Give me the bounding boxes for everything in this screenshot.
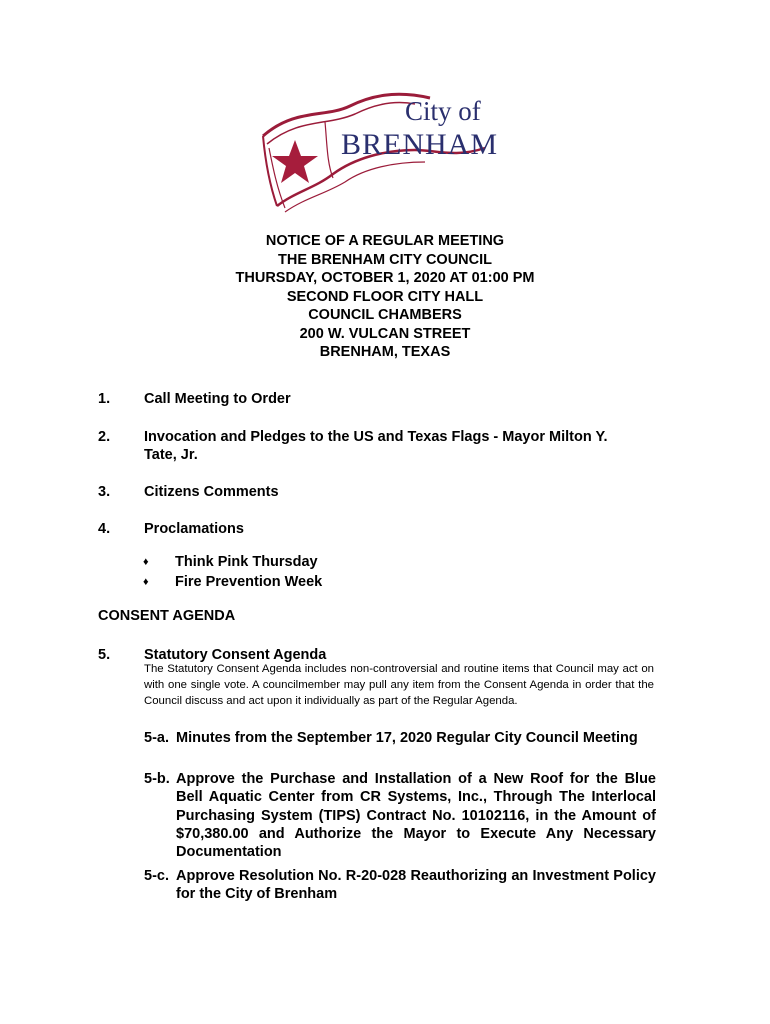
item-text: Citizens Comments (144, 484, 279, 500)
header-line: THURSDAY, OCTOBER 1, 2020 AT 01:00 PM (235, 270, 535, 286)
item-text: Invocation and Pledges to the US and Texas Flags - Mayor Milton Y. Tate, Jr. (144, 429, 608, 463)
item-text: Call Meeting to Order (144, 391, 291, 407)
subitem-text: Minutes from the September 17, 2020 Regular City Council Meeting (176, 730, 638, 746)
subitem-label: 5-b. (144, 771, 170, 787)
item-number: 2. (98, 429, 111, 445)
meeting-notice-header (0, 232, 770, 362)
logo-brenham: BRENHAM (341, 128, 499, 161)
header-line: COUNCIL CHAMBERS (308, 307, 462, 323)
subitem-text: Approve Resolution No. R-20-028 Reauthorizing an Investment Policy for the City of Brenham (176, 868, 656, 903)
logo-city-of: City of (405, 96, 481, 126)
proclamation-text: Fire Prevention Week (175, 574, 323, 590)
header-line: THE BRENHAM CITY COUNCIL (277, 251, 492, 268)
subitem-label: 5-a. (144, 730, 169, 746)
consent-agenda-heading: CONSENT AGENDA (98, 608, 236, 624)
header-line: 200 W. VULCAN STREET (299, 325, 471, 342)
item-text: Statutory Consent Agenda (144, 647, 327, 663)
header-line: SECOND FLOOR CITY HALL (286, 288, 484, 305)
list-item (0, 574, 770, 594)
header-line: BRENHAM, TEXAS (319, 344, 451, 360)
subitem (144, 867, 656, 904)
diamond-bullet-icon: ♦ (143, 556, 149, 568)
item-number: 1. (98, 391, 111, 407)
subitem (144, 729, 656, 747)
item-number: 4. (98, 521, 111, 537)
subitem-text: Approve the Purchase and Installation of a New Roof for the Blue Bell Aquatic Center from CR Systems, Inc., Through The Interlocal Purchasing System (TIPS) Contract No. 10102116, in the Amount of $70,380.00 and Authorize the Mayor to Execute Any Necessary Documentation (176, 771, 656, 861)
proclamation-text: Think Pink Thursday (175, 554, 318, 570)
subitem (144, 770, 656, 861)
header-line: NOTICE OF A REGULAR MEETING (265, 233, 505, 249)
city-logo (255, 88, 499, 218)
star-icon (272, 140, 318, 183)
consent-description: The Statutory Consent Agenda includes non-controversial and routine items that Council may act on with one single vote. A councilmember may pull any item from the Consent Agenda in order that the Council discuss and act upon it individually as part of the Regular Agenda. (144, 663, 654, 707)
diamond-bullet-icon: ♦ (143, 576, 149, 588)
subitem-label: 5-c. (144, 868, 169, 884)
item-number: 3. (98, 484, 111, 500)
item-text: Proclamations (144, 521, 244, 537)
item-number: 5. (98, 647, 111, 663)
list-item (0, 554, 770, 574)
